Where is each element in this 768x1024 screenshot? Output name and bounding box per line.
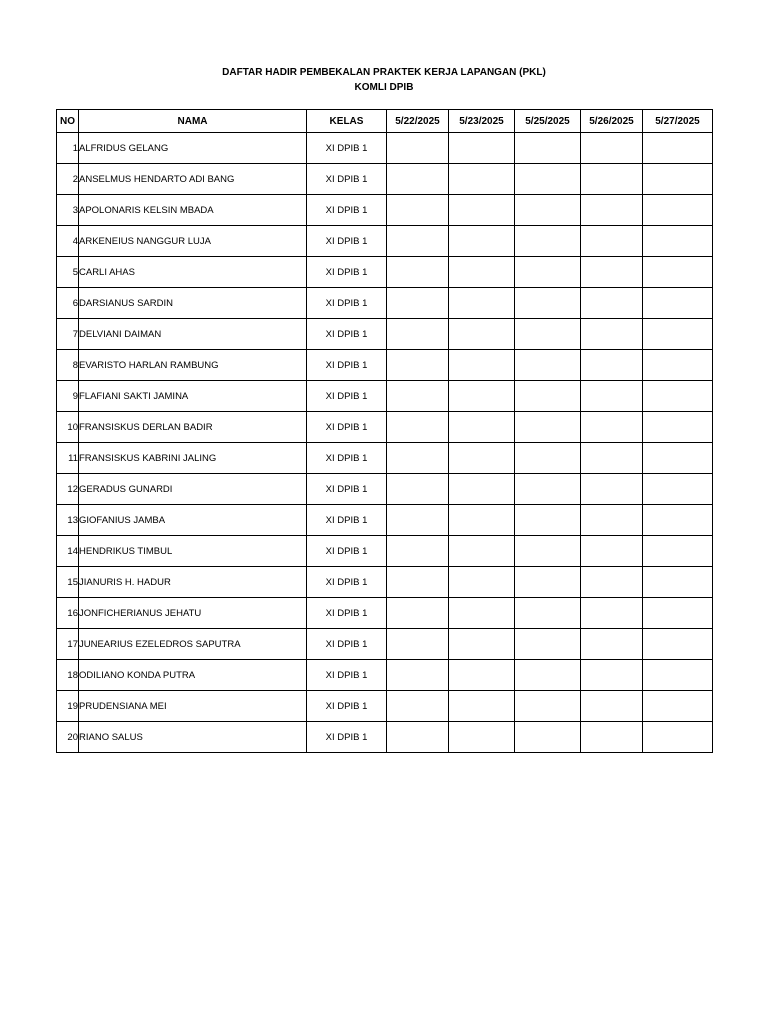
cell-kelas: XI DPIB 1 (307, 257, 387, 288)
attendance-cell (581, 567, 643, 598)
table-row (57, 567, 713, 598)
table-row (57, 536, 713, 567)
attendance-cell (449, 257, 515, 288)
attendance-cell (387, 660, 449, 691)
attendance-cell (643, 598, 713, 629)
cell-no: 17 (57, 629, 79, 660)
attendance-cell (581, 536, 643, 567)
attendance-cell (387, 629, 449, 660)
attendance-cell (515, 474, 581, 505)
cell-no: 3 (57, 195, 79, 226)
attendance-cell (515, 195, 581, 226)
cell-kelas: XI DPIB 1 (307, 567, 387, 598)
attendance-cell (643, 226, 713, 257)
attendance-cell (387, 288, 449, 319)
cell-no: 19 (57, 691, 79, 722)
table-row (57, 133, 713, 164)
attendance-cell (387, 722, 449, 753)
table-row (57, 722, 713, 753)
cell-kelas: XI DPIB 1 (307, 505, 387, 536)
attendance-cell (387, 257, 449, 288)
attendance-cell (515, 691, 581, 722)
attendance-cell (449, 195, 515, 226)
table-row (57, 350, 713, 381)
cell-nama: RIANO SALUS (79, 722, 307, 753)
cell-kelas: XI DPIB 1 (307, 164, 387, 195)
cell-nama: GERADUS GUNARDI (79, 474, 307, 505)
table-row (57, 629, 713, 660)
attendance-cell (449, 381, 515, 412)
cell-no: 1 (57, 133, 79, 164)
attendance-cell (449, 691, 515, 722)
attendance-cell (643, 381, 713, 412)
attendance-cell (515, 629, 581, 660)
attendance-cell (515, 164, 581, 195)
attendance-cell (581, 381, 643, 412)
cell-kelas: XI DPIB 1 (307, 350, 387, 381)
attendance-cell (387, 319, 449, 350)
cell-kelas: XI DPIB 1 (307, 288, 387, 319)
attendance-cell (515, 412, 581, 443)
attendance-cell (581, 691, 643, 722)
cell-nama: JONFICHERIANUS JEHATU (79, 598, 307, 629)
attendance-cell (643, 722, 713, 753)
attendance-cell (581, 319, 643, 350)
cell-no: 2 (57, 164, 79, 195)
table-row (57, 319, 713, 350)
attendance-cell (581, 505, 643, 536)
cell-kelas: XI DPIB 1 (307, 598, 387, 629)
attendance-cell (643, 319, 713, 350)
attendance-cell (643, 350, 713, 381)
cell-nama: ANSELMUS HENDARTO ADI BANG (79, 164, 307, 195)
cell-kelas: XI DPIB 1 (307, 722, 387, 753)
attendance-cell (387, 505, 449, 536)
header-date-4: 5/26/2025 (581, 110, 643, 133)
header-date-2: 5/23/2025 (449, 110, 515, 133)
cell-no: 5 (57, 257, 79, 288)
cell-kelas: XI DPIB 1 (307, 412, 387, 443)
attendance-cell (515, 381, 581, 412)
attendance-cell (449, 164, 515, 195)
table-row (57, 412, 713, 443)
attendance-cell (581, 443, 643, 474)
attendance-cell (515, 133, 581, 164)
cell-no: 4 (57, 226, 79, 257)
attendance-cell (515, 226, 581, 257)
cell-kelas: XI DPIB 1 (307, 660, 387, 691)
cell-kelas: XI DPIB 1 (307, 319, 387, 350)
attendance-cell (449, 288, 515, 319)
cell-nama: HENDRIKUS TIMBUL (79, 536, 307, 567)
attendance-cell (449, 319, 515, 350)
cell-no: 7 (57, 319, 79, 350)
attendance-cell (643, 288, 713, 319)
attendance-cell (581, 195, 643, 226)
cell-kelas: XI DPIB 1 (307, 629, 387, 660)
cell-no: 20 (57, 722, 79, 753)
attendance-cell (387, 567, 449, 598)
attendance-cell (387, 691, 449, 722)
attendance-cell (387, 598, 449, 629)
attendance-cell (449, 722, 515, 753)
attendance-table (56, 109, 713, 753)
attendance-cell (643, 660, 713, 691)
table-row (57, 226, 713, 257)
attendance-cell (449, 133, 515, 164)
attendance-cell (643, 164, 713, 195)
attendance-cell (449, 536, 515, 567)
cell-no: 11 (57, 443, 79, 474)
table-body (57, 133, 713, 753)
attendance-cell (515, 288, 581, 319)
cell-no: 13 (57, 505, 79, 536)
cell-nama: ARKENEIUS NANGGUR LUJA (79, 226, 307, 257)
attendance-cell (449, 350, 515, 381)
header-date-3: 5/25/2025 (515, 110, 581, 133)
attendance-cell (643, 195, 713, 226)
table-row (57, 691, 713, 722)
attendance-cell (515, 536, 581, 567)
header-no: NO (57, 110, 79, 133)
attendance-cell (581, 474, 643, 505)
header-date-5: 5/27/2025 (643, 110, 713, 133)
table-row (57, 288, 713, 319)
attendance-cell (643, 474, 713, 505)
attendance-cell (581, 598, 643, 629)
cell-no: 10 (57, 412, 79, 443)
attendance-cell (643, 505, 713, 536)
cell-nama: ALFRIDUS GELANG (79, 133, 307, 164)
attendance-cell (643, 536, 713, 567)
table-row (57, 164, 713, 195)
table-row (57, 598, 713, 629)
cell-no: 16 (57, 598, 79, 629)
attendance-cell (387, 350, 449, 381)
cell-kelas: XI DPIB 1 (307, 381, 387, 412)
cell-nama: FLAFIANI SAKTI JAMINA (79, 381, 307, 412)
cell-nama: ODILIANO KONDA PUTRA (79, 660, 307, 691)
attendance-cell (581, 164, 643, 195)
attendance-cell (515, 598, 581, 629)
attendance-cell (581, 350, 643, 381)
cell-no: 6 (57, 288, 79, 319)
attendance-cell (515, 722, 581, 753)
attendance-cell (387, 474, 449, 505)
attendance-cell (449, 598, 515, 629)
cell-kelas: XI DPIB 1 (307, 474, 387, 505)
attendance-cell (643, 443, 713, 474)
attendance-cell (643, 133, 713, 164)
attendance-cell (515, 319, 581, 350)
cell-nama: FRANSISKUS DERLAN BADIR (79, 412, 307, 443)
cell-kelas: XI DPIB 1 (307, 226, 387, 257)
attendance-cell (515, 350, 581, 381)
attendance-cell (643, 412, 713, 443)
attendance-cell (515, 257, 581, 288)
attendance-cell (581, 288, 643, 319)
attendance-cell (581, 660, 643, 691)
cell-nama: APOLONARIS KELSIN MBADA (79, 195, 307, 226)
cell-nama: DARSIANUS SARDIN (79, 288, 307, 319)
cell-kelas: XI DPIB 1 (307, 133, 387, 164)
cell-no: 14 (57, 536, 79, 567)
attendance-cell (449, 505, 515, 536)
cell-no: 8 (57, 350, 79, 381)
cell-nama: FRANSISKUS KABRINI JALING (79, 443, 307, 474)
cell-nama: PRUDENSIANA MEI (79, 691, 307, 722)
attendance-cell (387, 381, 449, 412)
attendance-cell (449, 226, 515, 257)
attendance-cell (387, 443, 449, 474)
attendance-cell (581, 133, 643, 164)
attendance-cell (387, 164, 449, 195)
table-row (57, 505, 713, 536)
attendance-cell (387, 412, 449, 443)
attendance-cell (449, 474, 515, 505)
attendance-cell (387, 133, 449, 164)
attendance-cell (643, 567, 713, 598)
header-row (57, 110, 713, 133)
header-kelas: KELAS (307, 110, 387, 133)
attendance-cell (515, 443, 581, 474)
attendance-cell (581, 629, 643, 660)
attendance-cell (643, 257, 713, 288)
attendance-cell (515, 505, 581, 536)
attendance-cell (449, 629, 515, 660)
attendance-cell (387, 536, 449, 567)
attendance-cell (387, 226, 449, 257)
page-subtitle: KOMLI DPIB (354, 82, 414, 93)
cell-no: 12 (57, 474, 79, 505)
attendance-cell (581, 226, 643, 257)
attendance-cell (643, 629, 713, 660)
attendance-cell (387, 195, 449, 226)
page-title: DAFTAR HADIR PEMBEKALAN PRAKTEK KERJA LAPANGAN (PKL) (222, 67, 546, 78)
cell-kelas: XI DPIB 1 (307, 536, 387, 567)
cell-nama: EVARISTO HARLAN RAMBUNG (79, 350, 307, 381)
table-row (57, 257, 713, 288)
table-row (57, 443, 713, 474)
table-row (57, 195, 713, 226)
cell-nama: CARLI AHAS (79, 257, 307, 288)
attendance-cell (449, 660, 515, 691)
attendance-cell (449, 412, 515, 443)
attendance-cell (643, 691, 713, 722)
cell-kelas: XI DPIB 1 (307, 195, 387, 226)
cell-nama: JUNEARIUS EZELEDROS SAPUTRA (79, 629, 307, 660)
cell-no: 15 (57, 567, 79, 598)
table-row (57, 381, 713, 412)
table-row (57, 474, 713, 505)
attendance-cell (515, 660, 581, 691)
attendance-cell (581, 722, 643, 753)
attendance-cell (581, 257, 643, 288)
cell-no: 18 (57, 660, 79, 691)
header-date-1: 5/22/2025 (387, 110, 449, 133)
header-nama: NAMA (79, 110, 307, 133)
attendance-cell (581, 412, 643, 443)
cell-nama: DELVIANI DAIMAN (79, 319, 307, 350)
cell-nama: JIANURIS H. HADUR (79, 567, 307, 598)
cell-kelas: XI DPIB 1 (307, 691, 387, 722)
cell-nama: GIOFANIUS JAMBA (79, 505, 307, 536)
table-row (57, 660, 713, 691)
cell-kelas: XI DPIB 1 (307, 443, 387, 474)
attendance-cell (515, 567, 581, 598)
cell-no: 9 (57, 381, 79, 412)
attendance-cell (449, 443, 515, 474)
attendance-cell (449, 567, 515, 598)
